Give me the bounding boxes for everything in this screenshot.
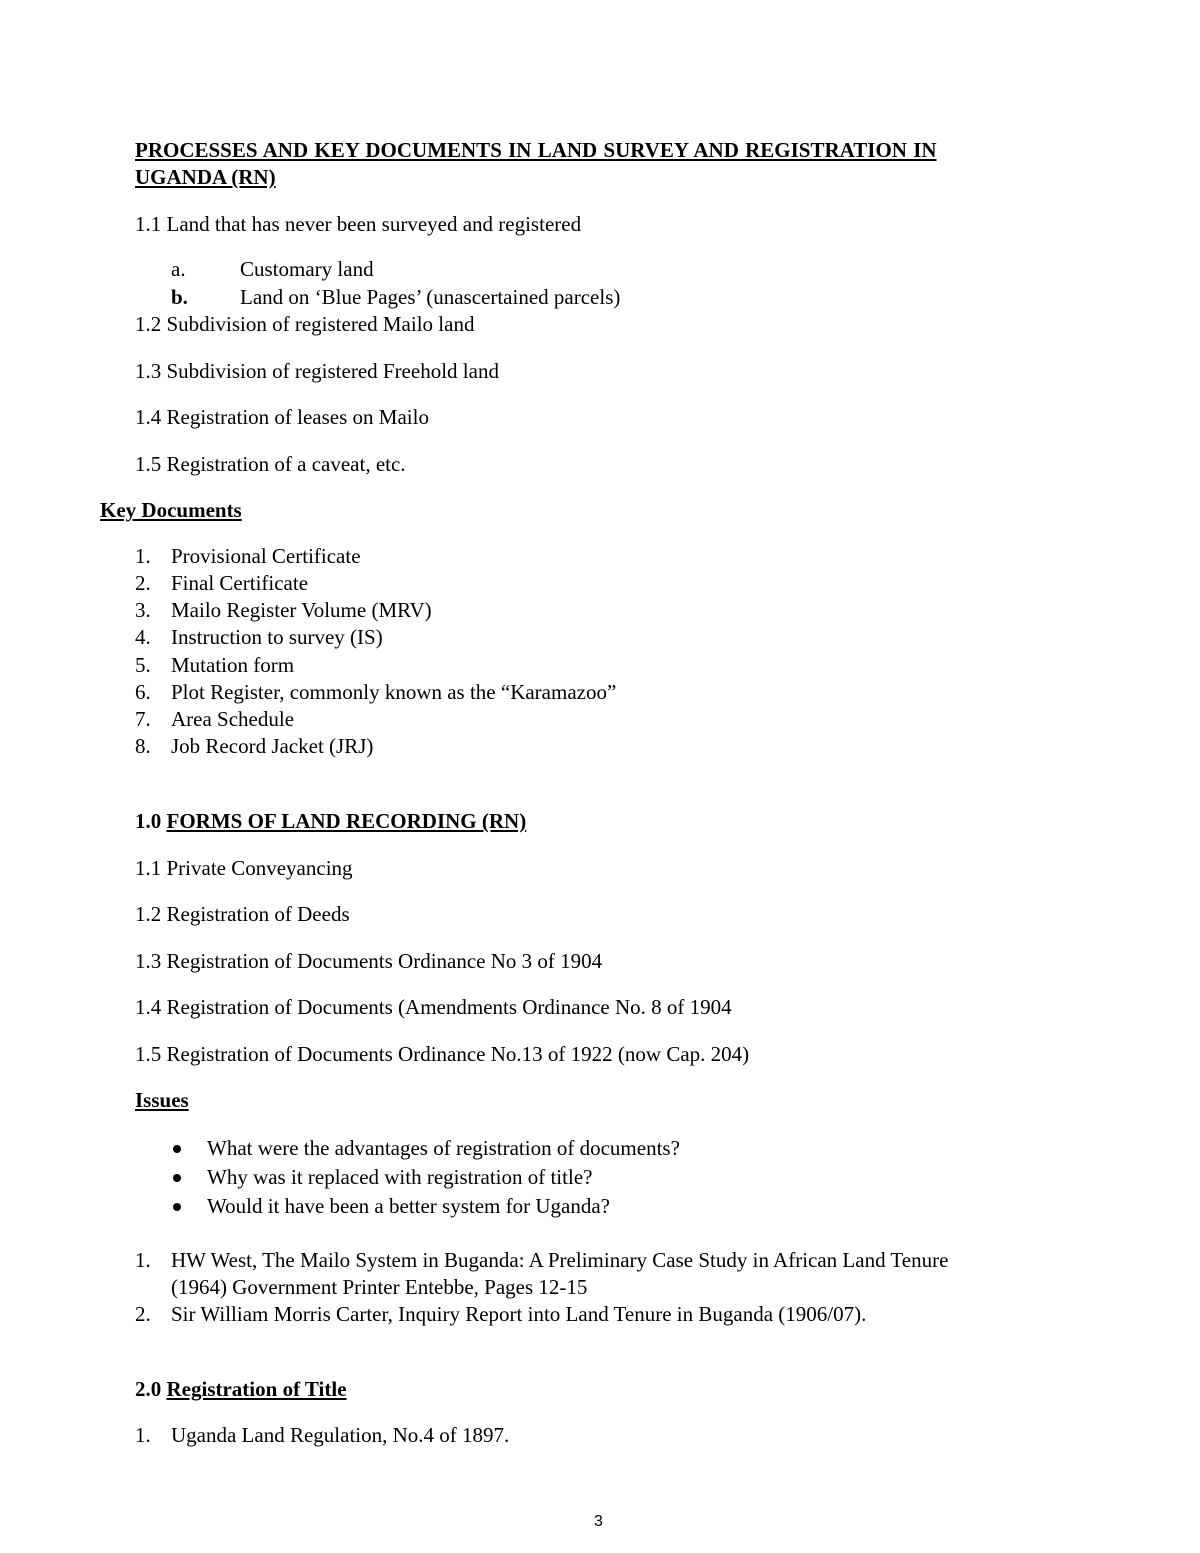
list-number: 4. [135, 625, 151, 649]
forms-item: 1.5 Registration of Documents Ordinance No.13 of 1922 (now Cap. 204) [135, 1042, 750, 1066]
page-number: 3 [594, 1513, 603, 1530]
item-1-1: 1.1 Land that has never been surveyed and registered [135, 212, 582, 236]
list-text: Mailo Register Volume (MRV) [171, 598, 432, 622]
reference-text-line-1: HW West, The Mailo System in Buganda: A Preliminary Case Study in African Land Tenure [171, 1248, 949, 1272]
forms-heading-text: FORMS OF LAND RECORDING (RN) [166, 809, 527, 833]
forms-item: 1.1 Private Conveyancing [135, 856, 353, 880]
list-text: Instruction to survey (IS) [171, 625, 383, 649]
document-title-line-2: UGANDA (RN) [135, 165, 276, 189]
forms-item: 1.2 Registration of Deeds [135, 902, 350, 926]
sub-item-marker: a. [171, 257, 186, 281]
item-1-3: 1.3 Subdivision of registered Freehold land [135, 359, 499, 383]
list-text: Plot Register, commonly known as the “Karamazoo” [171, 680, 617, 704]
document-title-line-1: PROCESSES AND KEY DOCUMENTS IN LAND SURVEY AND REGISTRATION IN [135, 138, 937, 162]
reference-text-line-1: Sir William Morris Carter, Inquiry Report into Land Tenure in Buganda (1906/07). [171, 1302, 867, 1326]
forms-item: 1.4 Registration of Documents (Amendments Ordinance No. 8 of 1904 [135, 995, 732, 1019]
item-1-4: 1.4 Registration of leases on Mailo [135, 405, 429, 429]
list-text: Area Schedule [171, 707, 295, 731]
sub-item-marker: b. [171, 285, 188, 309]
registration-heading-text: Registration of Title [166, 1377, 347, 1401]
bullet-icon [173, 1203, 181, 1211]
bullet-text: Why was it replaced with registration of title? [207, 1165, 593, 1189]
registration-of-title-heading [135, 1376, 347, 1403]
forms-heading-number: 1.0 [135, 809, 162, 833]
issues-heading: Issues [135, 1088, 189, 1112]
list-number: 3. [135, 598, 151, 622]
sub-item-text: Land on ‘Blue Pages’ (unascertained parcels) [240, 285, 621, 309]
list-number: 1. [135, 1423, 151, 1447]
list-text: Uganda Land Regulation, No.4 of 1897. [171, 1423, 510, 1447]
list-number: 6. [135, 680, 151, 704]
forms-item: 1.3 Registration of Documents Ordinance No 3 of 1904 [135, 949, 603, 973]
bullet-text: What were the advantages of registration of documents? [207, 1136, 680, 1160]
sub-item-text: Customary land [240, 257, 374, 281]
list-text: Job Record Jacket (JRJ) [171, 734, 374, 758]
item-1-2: 1.2 Subdivision of registered Mailo land [135, 312, 475, 336]
list-text: Provisional Certificate [171, 544, 361, 568]
key-documents-heading: Key Documents [100, 498, 242, 522]
list-text: Final Certificate [171, 571, 309, 595]
bullet-icon [173, 1145, 181, 1153]
bullet-icon [173, 1174, 181, 1182]
registration-heading-number: 2.0 [135, 1377, 162, 1401]
bullet-text: Would it have been a better system for Uganda? [207, 1194, 610, 1218]
reference-number: 1. [135, 1248, 151, 1272]
reference-number: 2. [135, 1302, 151, 1326]
reference-text-line-2: (1964) Government Printer Entebbe, Pages 12-15 [171, 1275, 588, 1299]
list-number: 8. [135, 734, 151, 758]
list-number: 1. [135, 544, 151, 568]
list-text: Mutation form [171, 653, 295, 677]
list-number: 7. [135, 707, 151, 731]
list-number: 5. [135, 653, 151, 677]
item-1-5: 1.5 Registration of a caveat, etc. [135, 452, 406, 476]
list-number: 2. [135, 571, 151, 595]
forms-heading [135, 808, 526, 835]
